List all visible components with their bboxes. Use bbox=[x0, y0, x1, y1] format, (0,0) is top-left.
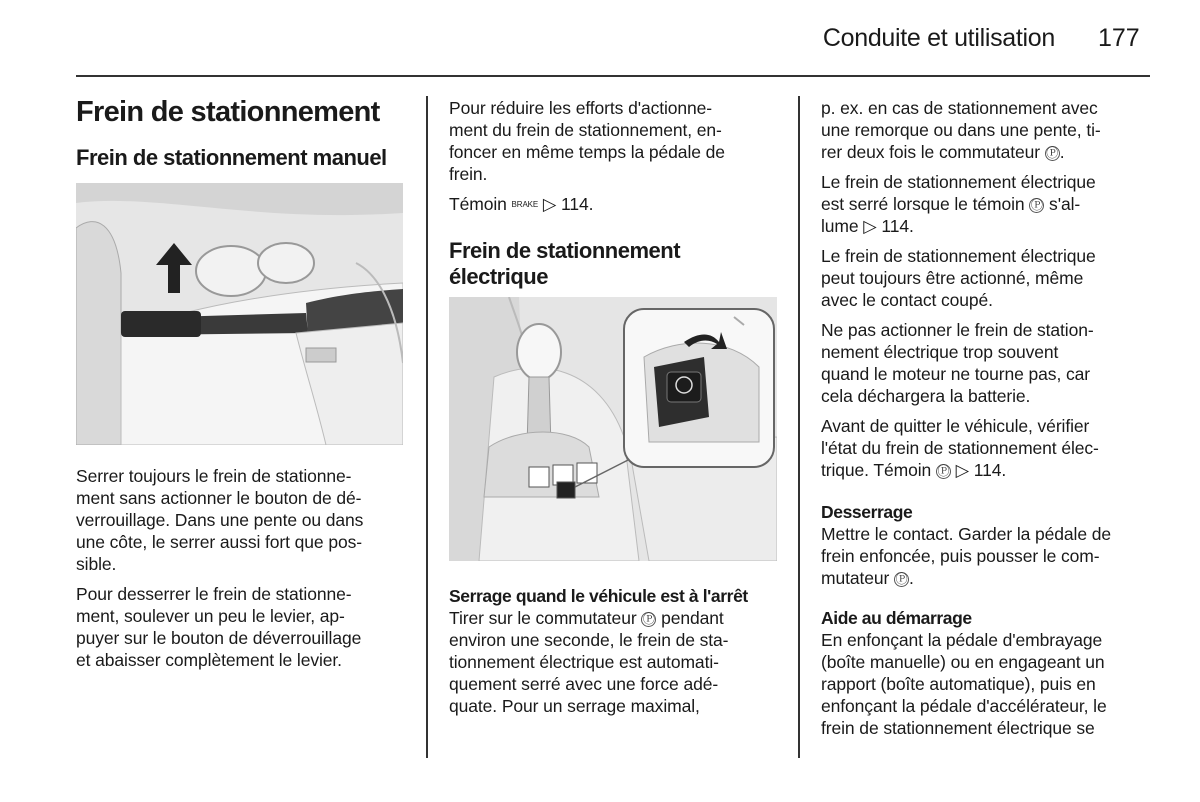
paragraph: Mettre le contact. Garder la pédale de frein enfoncée, puis pousser le com- mutateur Ⓟ. bbox=[821, 524, 1111, 588]
parking-switch-icon: Ⓟ bbox=[642, 612, 655, 626]
warning-light-ref bbox=[449, 193, 784, 216]
application-heading: Serrage quand le véhicule est à l'arrêt bbox=[449, 586, 748, 606]
text: Mettre le contact. Garder la pédale de frein enfoncée, puis pousser le com- mutateur bbox=[821, 524, 1111, 588]
column-2 bbox=[449, 97, 784, 290]
release-heading: Desserrage bbox=[821, 502, 913, 522]
column-divider-2 bbox=[798, 96, 800, 758]
header-rule bbox=[76, 75, 1150, 77]
electric-parking-brake-illustration bbox=[449, 297, 777, 561]
page-number: 177 bbox=[1098, 24, 1140, 52]
text: Le frein de stationnement électrique est serré lorsque le témoin bbox=[821, 172, 1096, 214]
manual-handbrake-illustration bbox=[76, 183, 403, 445]
paragraph: En enfonçant la pédale d'embrayage (boîte manuelle) ou en engageant un rapport (boîte automatique), puis en enfonçant la pédale d'accélérateur, le frein de stationnement électrique se bbox=[821, 630, 1107, 738]
paragraph: Pour desserrer le frein de stationne- ment, soulever un peu le levier, ap- puyer sur le bouton de déverrouillage et abaisser complètement le levier. bbox=[76, 584, 362, 670]
page-ref-arrow-icon: ▷ bbox=[955, 460, 970, 480]
column-1 bbox=[76, 95, 416, 171]
paragraph bbox=[821, 415, 1156, 481]
paragraph: Pour réduire les efforts d'actionne- ment du frein de stationnement, en- foncer en même temps la pédale de frein. bbox=[449, 98, 725, 184]
text: p. ex. en cas de stationnement avec une remorque ou dans une pente, ti- rer deux fois le commutateur bbox=[821, 98, 1101, 162]
paragraph: Le frein de stationnement électrique peut toujours être actionné, même avec le contact coupé. bbox=[821, 246, 1096, 310]
text: Tirer sur le commutateur bbox=[449, 608, 637, 628]
page-ref: 114. bbox=[561, 194, 594, 214]
page-ref: 114. bbox=[973, 460, 1007, 480]
manual-brake-heading: Frein de stationnement manuel bbox=[76, 145, 387, 170]
paragraph: p. ex. en cas de stationnement avec une remorque ou dans une pente, ti- rer deux fois le commutateur Ⓟ. bbox=[821, 98, 1101, 162]
paragraph: Serrer toujours le frein de stationne- ment sans actionner le bouton de dé- verrouillage. Dans une pente ou dans une côte, le serrer aussi fort que pos- sible. bbox=[76, 466, 364, 574]
drive-away-assist-heading: Aide au démarrage bbox=[821, 608, 972, 628]
paragraph: Ne pas actionner le frein de station- nement électrique trop souvent quand le moteur ne tourne pas, car cela déchargera la batterie. bbox=[821, 320, 1094, 406]
text: pendant environ une seconde, le frein de sta- tionnement électrique est automati- quement serré avec une force adé- quate. Pour un serrage maximal, bbox=[449, 608, 729, 716]
section-title: Frein de stationnement bbox=[76, 96, 380, 128]
paragraph bbox=[821, 171, 1156, 237]
parking-switch-icon: Ⓟ bbox=[1046, 146, 1059, 160]
running-header: Conduite et utilisation bbox=[822, 24, 1055, 52]
parking-switch-icon: Ⓟ bbox=[895, 572, 908, 586]
parking-switch-icon: Ⓟ bbox=[1030, 198, 1043, 212]
page-ref-arrow-icon: ▷ bbox=[863, 216, 877, 236]
temoin-label: Témoin bbox=[449, 194, 507, 214]
parking-switch-icon: Ⓟ bbox=[937, 464, 950, 478]
page-ref-arrow-icon: ▷ bbox=[542, 194, 557, 214]
electric-brake-heading: Frein de stationnement électrique bbox=[449, 238, 681, 289]
brake-warning-icon: BRAKE bbox=[511, 200, 539, 209]
text: Avant de quitter le véhicule, vérifier l'état du frein de stationnement élec- trique. Témoin bbox=[821, 416, 1099, 480]
paragraph bbox=[449, 607, 784, 717]
column-2-body bbox=[449, 585, 784, 725]
text: s'al- lume bbox=[821, 194, 1081, 236]
column-3 bbox=[821, 97, 1156, 747]
column-1-body bbox=[76, 465, 416, 679]
column-divider-1 bbox=[426, 96, 428, 758]
page-ref: 114. bbox=[881, 216, 914, 236]
